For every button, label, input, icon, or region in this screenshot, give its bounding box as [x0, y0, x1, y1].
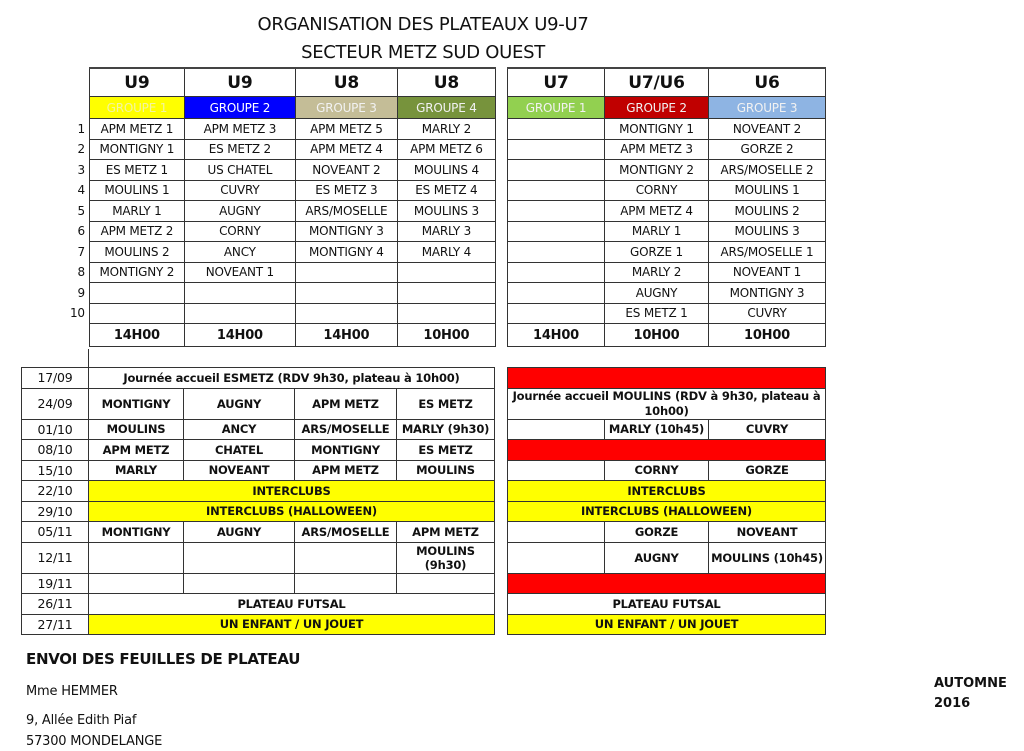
row-number: 9 [70, 283, 89, 304]
time-row [508, 324, 826, 347]
teams-table-u7-u6 [507, 67, 826, 347]
match-cell: MOULINS [397, 460, 495, 481]
date-cell: 17/09 [22, 368, 89, 389]
match-cell: CUVRY [709, 419, 826, 440]
schedule-row [22, 542, 495, 573]
team-cell: ES METZ 1 [89, 160, 184, 181]
category-header: U9 [184, 68, 295, 97]
match-cell: MONTIGNY [295, 440, 397, 461]
team-row [70, 303, 495, 324]
team-row [70, 242, 495, 263]
team-cell: APM METZ 3 [605, 139, 709, 160]
team-cell: ANCY [184, 242, 295, 263]
schedule-row [22, 440, 495, 461]
match-cell: MONTIGNY [89, 388, 184, 419]
team-row [70, 180, 495, 201]
team-cell: GORZE 1 [605, 242, 709, 263]
team-cell [508, 119, 605, 140]
date-cell: 05/11 [22, 522, 89, 543]
group-label: GROUPE 2 [605, 97, 709, 119]
schedule-row [22, 594, 495, 615]
match-cell: ANCY [184, 419, 295, 440]
date-cell: 19/11 [22, 573, 89, 594]
match-cell [508, 542, 605, 573]
team-cell: APM METZ 4 [295, 139, 397, 160]
team-cell [508, 283, 605, 304]
row-number: 7 [70, 242, 89, 263]
match-cell: MOULINS [89, 419, 184, 440]
match-cell: NOVEANT [709, 522, 826, 543]
team-cell [295, 283, 397, 304]
corner [70, 97, 89, 119]
team-cell: MOULINS 1 [89, 180, 184, 201]
event-cell: Journée accueil ESMETZ (RDV 9h30, plateau à 10h00) [89, 368, 495, 389]
start-time: 10H00 [709, 324, 826, 347]
match-cell [184, 573, 295, 594]
schedule-row [508, 440, 826, 461]
team-cell [397, 262, 495, 283]
match-cell [295, 573, 397, 594]
corner [70, 68, 89, 97]
team-cell: AUGNY [184, 201, 295, 222]
schedule-row [22, 460, 495, 481]
season-name: AUTOMNE [934, 676, 1007, 691]
category-header: U7/U6 [605, 68, 709, 97]
match-cell: APM METZ [295, 388, 397, 419]
match-cell: MARLY [89, 460, 184, 481]
match-cell: CORNY [605, 460, 709, 481]
group-label: GROUPE 2 [184, 97, 295, 119]
team-cell [508, 221, 605, 242]
contact-name: Mme HEMMER [26, 684, 118, 699]
team-cell: MONTIGNY 2 [89, 262, 184, 283]
match-cell: AUGNY [184, 522, 295, 543]
team-cell [508, 242, 605, 263]
event-cell: PLATEAU FUTSAL [508, 594, 826, 615]
team-cell: MONTIGNY 1 [605, 119, 709, 140]
category-header: U8 [295, 68, 397, 97]
teams-table-u9-u8 [70, 67, 496, 347]
group-label: GROUPE 1 [508, 97, 605, 119]
team-cell: ARS/MOSELLE 1 [709, 242, 826, 263]
team-cell: US CHATEL [184, 160, 295, 181]
date-cell: 24/09 [22, 388, 89, 419]
schedule-row [508, 481, 826, 502]
team-cell [295, 303, 397, 324]
team-cell: APM METZ 1 [89, 119, 184, 140]
address-line-1: 9, Allée Edith Piaf [26, 713, 137, 728]
team-row [508, 303, 826, 324]
team-cell: MOULINS 4 [397, 160, 495, 181]
schedule-row [22, 419, 495, 440]
schedule-row [22, 614, 495, 635]
team-row [508, 119, 826, 140]
start-time: 14H00 [508, 324, 605, 347]
team-cell: APM METZ 3 [184, 119, 295, 140]
schedule-row [508, 594, 826, 615]
match-cell [508, 460, 605, 481]
team-cell: NOVEANT 2 [709, 119, 826, 140]
team-cell [397, 303, 495, 324]
team-cell: MOULINS 2 [89, 242, 184, 263]
schedule-row [508, 460, 826, 481]
match-cell: CHATEL [184, 440, 295, 461]
group-label: GROUPE 3 [709, 97, 826, 119]
team-cell: MARLY 1 [605, 221, 709, 242]
schedule-row [22, 501, 495, 522]
match-cell: NOVEANT [184, 460, 295, 481]
team-row [508, 201, 826, 222]
cancelled-cell [508, 368, 826, 389]
team-row [508, 160, 826, 181]
team-cell [508, 303, 605, 324]
season-year: 2016 [934, 696, 971, 711]
team-cell: MARLY 3 [397, 221, 495, 242]
schedule-row [22, 388, 495, 419]
start-time: 14H00 [89, 324, 184, 347]
row-number: 2 [70, 139, 89, 160]
team-cell: MARLY 2 [605, 262, 709, 283]
team-cell: ES METZ 1 [605, 303, 709, 324]
team-cell: ES METZ 4 [397, 180, 495, 201]
team-cell [508, 160, 605, 181]
team-cell: GORZE 2 [709, 139, 826, 160]
match-cell: GORZE [709, 460, 826, 481]
match-cell [508, 522, 605, 543]
match-cell: MOULINS (10h45) [709, 542, 826, 573]
team-cell [508, 262, 605, 283]
team-cell [89, 303, 184, 324]
match-cell: ES METZ [397, 388, 495, 419]
match-cell: GORZE [605, 522, 709, 543]
team-cell: AUGNY [605, 283, 709, 304]
season-label [934, 674, 1007, 714]
row-number: 4 [70, 180, 89, 201]
team-cell: APM METZ 6 [397, 139, 495, 160]
schedule-row [22, 573, 495, 594]
event-cell: PLATEAU FUTSAL [89, 594, 495, 615]
schedule-row [22, 522, 495, 543]
group-row [508, 97, 826, 119]
team-row [70, 283, 495, 304]
match-cell: APM METZ [89, 440, 184, 461]
team-cell [508, 139, 605, 160]
team-cell: MONTIGNY 1 [89, 139, 184, 160]
date-cell: 27/11 [22, 614, 89, 635]
divider [88, 349, 89, 368]
date-cell: 22/10 [22, 481, 89, 502]
team-cell: MARLY 1 [89, 201, 184, 222]
team-row [508, 221, 826, 242]
team-cell [508, 201, 605, 222]
footer-heading: ENVOI DES FEUILLES DE PLATEAU [26, 650, 301, 668]
team-cell: ES METZ 2 [184, 139, 295, 160]
address-line-2: 57300 MONDELANGE [26, 734, 163, 749]
schedule-row [508, 501, 826, 522]
date-cell: 01/10 [22, 419, 89, 440]
team-cell: CUVRY [184, 180, 295, 201]
team-cell [397, 283, 495, 304]
schedule-row [22, 368, 495, 389]
schedule-table-left [21, 367, 495, 635]
team-cell [89, 283, 184, 304]
team-row [70, 119, 495, 140]
document-title: ORGANISATION DES PLATEAUX U9-U7 [257, 14, 589, 35]
team-cell: ARS/MOSELLE 2 [709, 160, 826, 181]
team-cell [184, 283, 295, 304]
schedule-row [508, 573, 826, 594]
team-cell: ARS/MOSELLE [295, 201, 397, 222]
match-cell: MONTIGNY [89, 522, 184, 543]
row-number: 6 [70, 221, 89, 242]
event-cell: UN ENFANT / UN JOUET [89, 614, 495, 635]
team-cell: MARLY 2 [397, 119, 495, 140]
team-cell: MONTIGNY 3 [295, 221, 397, 242]
match-cell: ARS/MOSELLE [295, 419, 397, 440]
row-number: 10 [70, 303, 89, 324]
event-cell: Journée accueil MOULINS (RDV à 9h30, plateau à 10h00) [508, 388, 826, 419]
team-row [70, 201, 495, 222]
header-row [70, 68, 495, 97]
match-cell [184, 542, 295, 573]
group-label: GROUPE 1 [89, 97, 184, 119]
team-row [70, 262, 495, 283]
schedule-table-right [507, 367, 826, 635]
category-header: U7 [508, 68, 605, 97]
group-label: GROUPE 3 [295, 97, 397, 119]
team-row [508, 180, 826, 201]
row-number: 8 [70, 262, 89, 283]
team-cell: NOVEANT 2 [295, 160, 397, 181]
team-row [70, 221, 495, 242]
team-row [508, 139, 826, 160]
start-time: 14H00 [184, 324, 295, 347]
match-cell: APM METZ [295, 460, 397, 481]
team-row [508, 283, 826, 304]
match-cell: ARS/MOSELLE [295, 522, 397, 543]
team-cell [295, 262, 397, 283]
team-cell: CUVRY [709, 303, 826, 324]
category-header: U9 [89, 68, 184, 97]
event-cell: INTERCLUBS (HALLOWEEN) [508, 501, 826, 522]
team-cell: APM METZ 2 [89, 221, 184, 242]
team-cell: MOULINS 3 [709, 221, 826, 242]
team-cell [184, 303, 295, 324]
corner [70, 324, 89, 347]
cancelled-cell [508, 440, 826, 461]
schedule-row [508, 542, 826, 573]
date-cell: 15/10 [22, 460, 89, 481]
match-cell [397, 573, 495, 594]
cancelled-cell [508, 573, 826, 594]
start-time: 10H00 [397, 324, 495, 347]
match-cell: APM METZ [397, 522, 495, 543]
team-row [508, 242, 826, 263]
team-row [70, 139, 495, 160]
row-number: 1 [70, 119, 89, 140]
date-cell: 26/11 [22, 594, 89, 615]
team-cell: APM METZ 4 [605, 201, 709, 222]
group-label: GROUPE 4 [397, 97, 495, 119]
team-cell: MONTIGNY 2 [605, 160, 709, 181]
match-cell: MOULINS (9h30) [397, 542, 495, 573]
category-header: U6 [709, 68, 826, 97]
team-cell: APM METZ 5 [295, 119, 397, 140]
team-cell: NOVEANT 1 [709, 262, 826, 283]
match-cell: MARLY (9h30) [397, 419, 495, 440]
event-cell: UN ENFANT / UN JOUET [508, 614, 826, 635]
category-header: U8 [397, 68, 495, 97]
schedule-row [508, 522, 826, 543]
match-cell: AUGNY [605, 542, 709, 573]
team-row [508, 262, 826, 283]
team-cell: NOVEANT 1 [184, 262, 295, 283]
date-cell: 29/10 [22, 501, 89, 522]
team-cell: MOULINS 3 [397, 201, 495, 222]
team-cell [508, 180, 605, 201]
match-cell: AUGNY [184, 388, 295, 419]
event-cell: INTERCLUBS [89, 481, 495, 502]
row-number: 5 [70, 201, 89, 222]
team-cell: MOULINS 1 [709, 180, 826, 201]
header-row [508, 68, 826, 97]
event-cell: INTERCLUBS [508, 481, 826, 502]
match-cell [295, 542, 397, 573]
schedule-row [508, 388, 826, 419]
match-cell [89, 573, 184, 594]
team-row [70, 160, 495, 181]
team-cell: CORNY [605, 180, 709, 201]
start-time: 14H00 [295, 324, 397, 347]
schedule-row [508, 614, 826, 635]
start-time: 10H00 [605, 324, 709, 347]
schedule-row [22, 481, 495, 502]
schedule-row [508, 368, 826, 389]
team-cell: CORNY [184, 221, 295, 242]
schedule-row [508, 419, 826, 440]
match-cell [89, 542, 184, 573]
document-subtitle: SECTEUR METZ SUD OUEST [301, 42, 545, 63]
time-row [70, 324, 495, 347]
team-cell: ES METZ 3 [295, 180, 397, 201]
match-cell: MARLY (10h45) [605, 419, 709, 440]
match-cell: ES METZ [397, 440, 495, 461]
date-cell: 08/10 [22, 440, 89, 461]
match-cell [508, 419, 605, 440]
team-cell: MONTIGNY 3 [709, 283, 826, 304]
group-row [70, 97, 495, 119]
event-cell: INTERCLUBS (HALLOWEEN) [89, 501, 495, 522]
team-cell: MARLY 4 [397, 242, 495, 263]
team-cell: MOULINS 2 [709, 201, 826, 222]
date-cell: 12/11 [22, 542, 89, 573]
row-number: 3 [70, 160, 89, 181]
team-cell: MONTIGNY 4 [295, 242, 397, 263]
